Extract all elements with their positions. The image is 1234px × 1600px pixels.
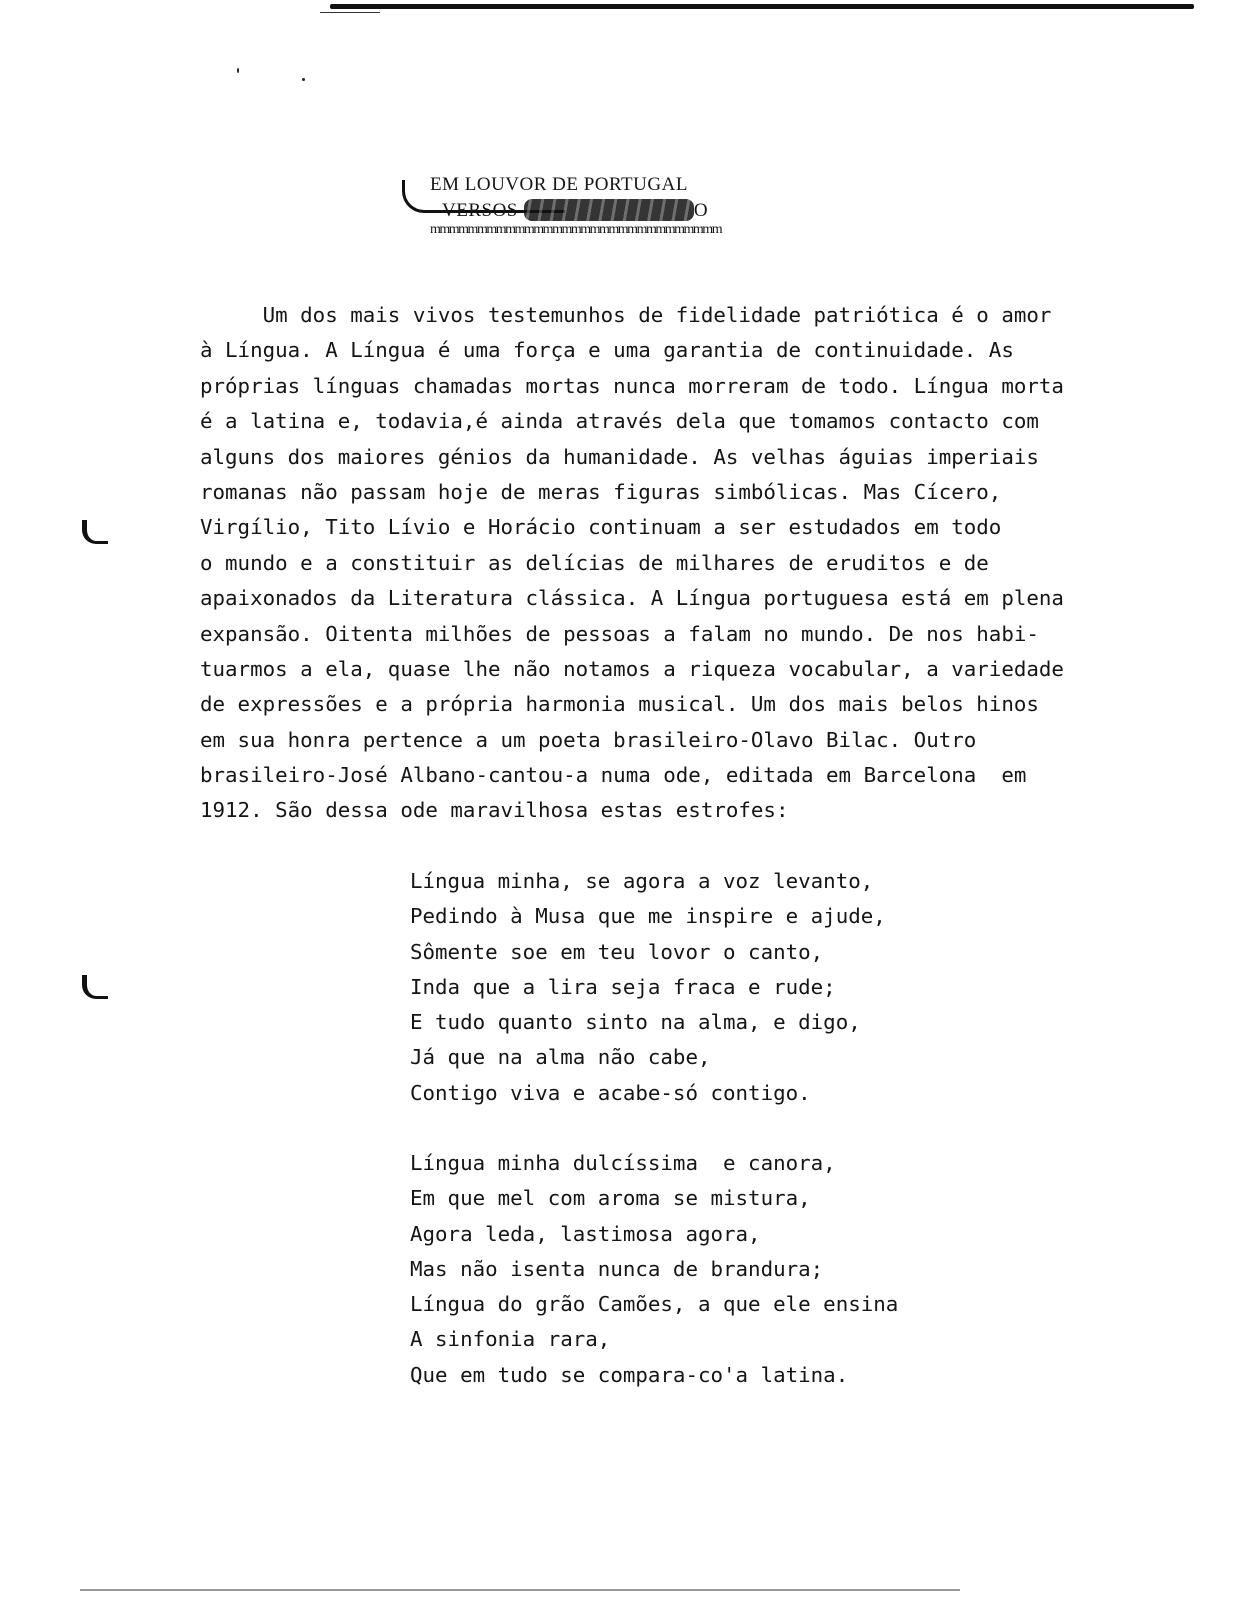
poem-line: Que em tudo se compara-co'a latina. bbox=[410, 1362, 849, 1387]
poem-line: Língua minha dulcíssima e canora, bbox=[410, 1151, 836, 1175]
body-text-line: em sua honra pertence a um poeta brasileiro-Olavo Bilac. Outro bbox=[200, 727, 977, 752]
punch-hole-mark bbox=[82, 975, 108, 999]
body-text-line: Virgílio, Tito Lívio e Horácio continuam a ser estudados em todo bbox=[200, 515, 1002, 540]
poem-line: Em que mel com aroma se mistura, bbox=[410, 1186, 811, 1211]
typed-underline: mmmmmmmmmmmmmmmmmmmmmmmmmmmmmmm bbox=[430, 222, 722, 237]
poem-line: Pedindo à Musa que me inspire e ajude, bbox=[410, 904, 886, 929]
poem-line: E tudo quanto sinto na alma, e digo, bbox=[410, 1010, 861, 1035]
body-text-line: tuarmos a ela, quase lhe não notamos a riqueza vocabular, a variedade bbox=[200, 656, 1064, 681]
poem-line: Inda que a lira seja fraca e rude; bbox=[410, 974, 836, 999]
body-text-line: apaixonados da Literatura clássica. A Língua portuguesa está em plena bbox=[200, 586, 1064, 611]
body-text-line: expansão. Oitenta milhões de pessoas a falam no mundo. De nos habi- bbox=[200, 621, 1039, 646]
heading-title: EM LOUVOR DE PORTUGAL bbox=[430, 174, 688, 195]
poem-line: Sômente soe em teu lovor o canto, bbox=[410, 939, 824, 964]
body-text-line: o mundo e a constituir as delícias de milhares de eruditos e de bbox=[200, 550, 989, 575]
poem-line: Língua do grão Camões, a que ele ensina bbox=[410, 1292, 899, 1317]
body-text-line: é a latina e, todavia,é ainda através dela que tomamos contacto com bbox=[200, 409, 1039, 434]
punch-hole-mark bbox=[82, 520, 108, 544]
poem-line: Contigo viva e acabe-só contigo. bbox=[410, 1080, 811, 1105]
body-text-line: alguns dos maiores génios da humanidade. As velhas águias imperiais bbox=[200, 444, 1039, 469]
poem-line: Mas não isenta nunca de brandura; bbox=[410, 1256, 824, 1281]
document-heading bbox=[405, 172, 765, 238]
body-text-line: brasileiro-José Albano-cantou-a numa ode, editada em Barcelona em bbox=[200, 763, 1027, 788]
bottom-edge-rule bbox=[80, 1589, 960, 1591]
body-text-line: Um dos mais vivos testemunhos de fidelidade patriótica é o amor bbox=[200, 303, 1052, 327]
body-text-line: de expressões e a própria harmonia musical. Um dos mais belos hinos bbox=[200, 692, 1039, 717]
poem-line: Já que na alma não cabe, bbox=[410, 1045, 711, 1070]
poem-line: A sinfonia rara, bbox=[410, 1327, 611, 1352]
scan-speck bbox=[237, 68, 239, 73]
poem-line: Agora leda, lastimosa agora, bbox=[410, 1221, 761, 1246]
heading-subtitle-end: O bbox=[693, 200, 709, 221]
poem-stanza-2 bbox=[410, 1146, 970, 1393]
body-text-line: romanas não passam hoje de meras figuras simbólicas. Mas Cícero, bbox=[200, 479, 1002, 504]
body-text-line: próprias línguas chamadas mortas nunca morreram de todo. Língua morta bbox=[200, 373, 1064, 398]
heading-subtitle bbox=[405, 198, 765, 224]
body-text-line: 1912. São dessa ode maravilhosa estas estrofes: bbox=[200, 798, 789, 823]
top-edge-rule bbox=[330, 4, 1194, 9]
poem-line: Língua minha, se agora a voz levanto, bbox=[410, 869, 874, 893]
scan-speck bbox=[302, 78, 305, 81]
poem-stanza-1 bbox=[410, 864, 970, 1111]
top-edge-thin-rule bbox=[320, 12, 380, 13]
body-text-line: à Língua. A Língua é uma força e uma garantia de continuidade. As bbox=[200, 338, 1014, 363]
heading-subtitle-text: VERSOS bbox=[442, 200, 518, 221]
body-paragraph bbox=[200, 298, 1155, 829]
struck-out-text bbox=[524, 199, 694, 221]
